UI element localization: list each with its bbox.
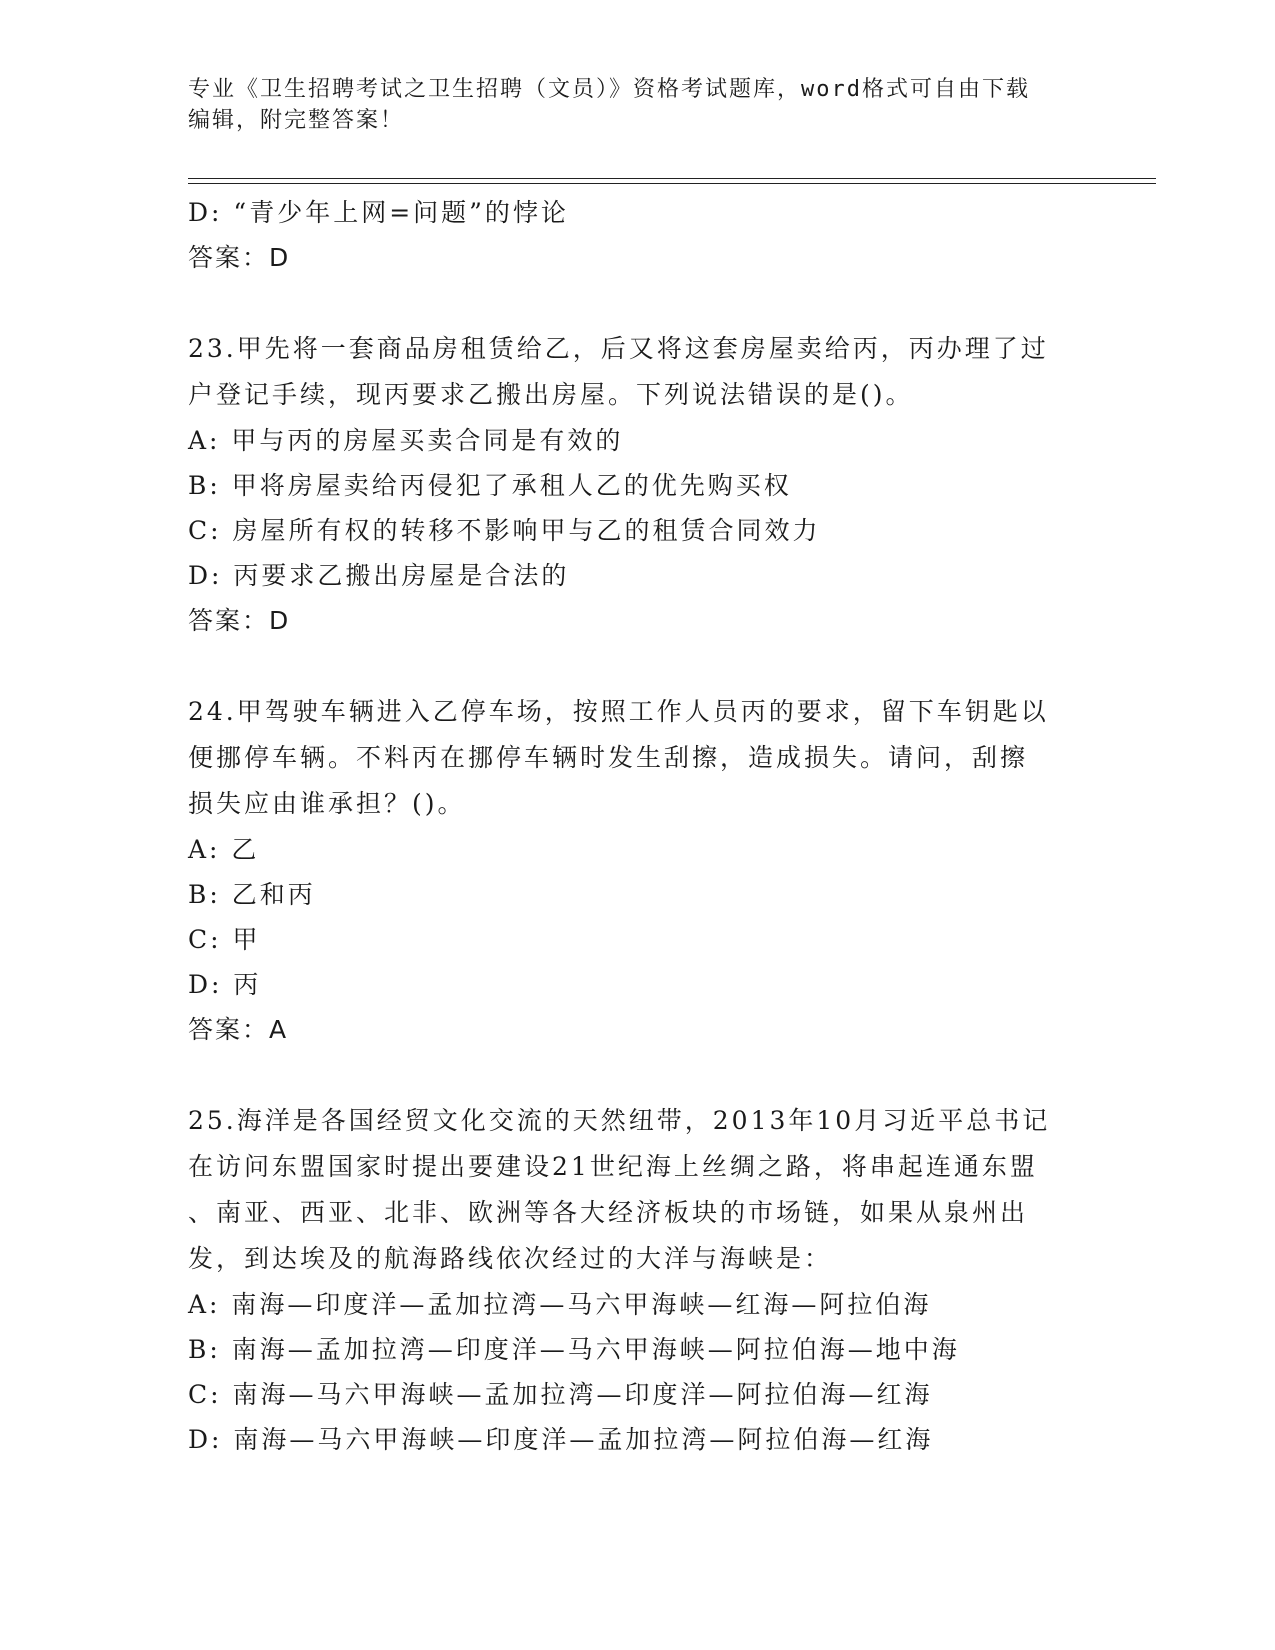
option-d: D: “青少年上网=问题”的悖论	[188, 198, 569, 227]
stem-line: 在访问东盟国家时提出要建设21世纪海上丝绸之路，将串起连通东盟	[188, 1152, 1038, 1181]
answer-line: 答案：A	[188, 1015, 289, 1044]
question-22-tail	[188, 190, 1088, 280]
answer-line: 答案：D	[188, 243, 291, 272]
stem-line: 25.海洋是各国经贸文化交流的天然纽带，2013年10月习近平总书记	[188, 1106, 1051, 1135]
document-header	[188, 74, 1068, 136]
option-d: D: 丙	[188, 970, 262, 999]
answer-line: 答案：D	[188, 606, 291, 635]
header-line-1: 专业《卫生招聘考试之卫生招聘（文员）》资格考试题库，word格式可自由下载	[188, 77, 1030, 102]
question-list	[188, 190, 1088, 1462]
option-d: D: 南海—马六甲海峡—印度洋—孟加拉湾—阿拉伯海—红海	[188, 1425, 934, 1454]
option-b: B: 乙和丙	[188, 880, 316, 909]
option-c: C: 房屋所有权的转移不影响甲与乙的租赁合同效力	[188, 516, 821, 545]
stem-line: 、南亚、西亚、北非、欧洲等各大经济板块的市场链，如果从泉州出	[188, 1198, 1029, 1227]
option-b: B: 甲将房屋卖给丙侵犯了承租人乙的优先购买权	[188, 471, 792, 500]
option-c: C: 南海—马六甲海峡—孟加拉湾—印度洋—阿拉伯海—红海	[188, 1380, 933, 1409]
option-a: A: 乙	[188, 835, 260, 864]
option-c: C: 甲	[188, 925, 261, 954]
question-25	[188, 1098, 1088, 1462]
stem-line: 24.甲驾驶车辆进入乙停车场，按照工作人员丙的要求，留下车钥匙以	[188, 697, 1049, 726]
option-a: A: 甲与丙的房屋买卖合同是有效的	[188, 426, 624, 455]
stem-line: 户登记手续，现丙要求乙搬出房屋。下列说法错误的是()。	[188, 380, 914, 409]
question-23	[188, 326, 1088, 643]
option-a: A: 南海—印度洋—孟加拉湾—马六甲海峡—红海—阿拉伯海	[188, 1290, 932, 1319]
header-divider-bottom	[188, 183, 1156, 184]
stem-line: 发，到达埃及的航海路线依次经过的大洋与海峡是：	[188, 1244, 833, 1273]
question-stem	[188, 1098, 1088, 1282]
option-b: B: 南海—孟加拉湾—印度洋—马六甲海峡—阿拉伯海—地中海	[188, 1335, 960, 1364]
question-stem	[188, 689, 1088, 827]
header-line-2: 编辑，附完整答案！	[188, 108, 405, 133]
stem-line: 23.甲先将一套商品房租赁给乙，后又将这套房屋卖给丙，丙办理了过	[188, 334, 1049, 363]
question-24	[188, 689, 1088, 1052]
option-d: D: 丙要求乙搬出房屋是合法的	[188, 561, 570, 590]
question-stem	[188, 326, 1088, 418]
stem-line: 便挪停车辆。不料丙在挪停车辆时发生刮擦，造成损失。请问，刮擦	[188, 743, 1029, 772]
stem-line: 损失应由谁承担？()。	[188, 789, 466, 818]
header-divider-top	[188, 178, 1156, 179]
